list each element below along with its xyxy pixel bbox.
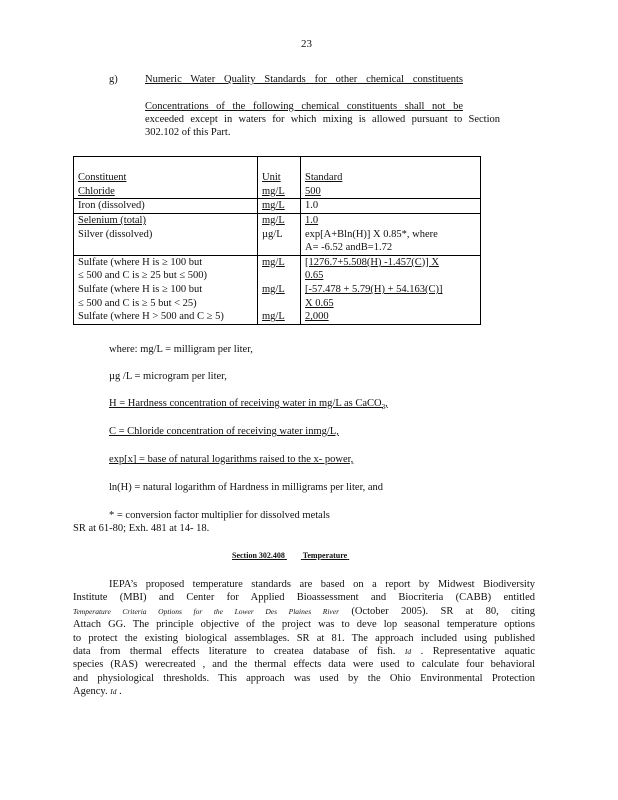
- definition-ugl: µg /L = microgram per liter,: [109, 371, 227, 382]
- table-cell: [74, 157, 258, 199]
- id-citation: Id: [404, 646, 412, 656]
- definition-hardness-end: ,: [385, 398, 388, 409]
- cell-standard: 1.0: [305, 200, 319, 212]
- cell-constituent: Sulfate (where H is ≥ 100 but: [78, 256, 203, 268]
- table-cell: [74, 255, 258, 324]
- paragraph-line: and physiological thresholds. This approach was used by the Ohio Environmental Protection: [73, 672, 535, 684]
- paragraph-line: [73, 646, 535, 659]
- paragraph-line: [73, 686, 535, 699]
- cell-constituent: Chloride: [78, 185, 115, 197]
- citation: SR at 61-80; Exh. 481 at 14- 18.: [73, 523, 210, 534]
- standards-table: [73, 156, 481, 325]
- cell-constituent: ≤ 500 and C is ≥ 5 but < 25): [78, 297, 197, 309]
- definition-hardness-sub: 3: [381, 403, 386, 412]
- paragraph-text: data from thermal effects literature to createa database of fish.: [73, 645, 396, 657]
- cell-standard: X 0.65: [305, 297, 334, 309]
- header-standard: Standard: [305, 172, 343, 183]
- cell-standard: 2,000: [305, 311, 329, 323]
- definition-exp: exp[x] = base of natural logarithms raised to the x- power,: [109, 454, 354, 465]
- cell-unit: mg/L: [262, 200, 285, 212]
- cell-standard: exp[A+Bln(H)] X 0.85*, where: [305, 228, 438, 240]
- intro-paragraph: [145, 101, 500, 140]
- table-cell: [301, 157, 481, 199]
- cell-unit: mg/L: [262, 256, 285, 268]
- paragraph-line: Institute (MBI) and Center for Applied Bioassessment and Biocriteria (CABB) entitled: [73, 592, 535, 604]
- table-cell: [258, 157, 301, 199]
- header-unit: Unit: [262, 172, 281, 183]
- definition-hardness-text: H = Hardness concentration of receiving water in mg/L as CaCO: [109, 398, 382, 409]
- cell-standard: A= -6.52 andB=1.72: [305, 242, 393, 254]
- paragraph-line: species (RAS) werecreated , and the thermal effects data were used to calculate four behavioral: [73, 659, 535, 671]
- paragraph-text: .: [119, 686, 122, 698]
- section-marker: g): [109, 74, 118, 85]
- table-row: [74, 213, 481, 255]
- table-cell: [301, 199, 481, 214]
- cell-constituent: Selenium (total): [78, 214, 146, 226]
- definition-star: * = conversion factor multiplier for dissolved metals: [109, 510, 330, 521]
- temperature-section-heading: [232, 551, 389, 561]
- cell-unit: mg/L: [262, 214, 285, 226]
- cell-constituent: Sulfate (where H > 500 and C ≥ 5): [78, 311, 224, 323]
- cell-constituent: ≤ 500 and C is ≥ 25 but ≤ 500): [78, 270, 207, 282]
- page-number: 23: [301, 38, 312, 50]
- table-cell: [258, 213, 301, 255]
- paragraph-line: to protect the existing biological assemblages. SR at 81. The approach included using published: [73, 632, 535, 644]
- cell-unit: mg/L: [262, 185, 285, 197]
- cell-unit: µg/L: [262, 228, 283, 240]
- cell-constituent: Silver (dissolved): [78, 228, 153, 240]
- definition-mgl: where: mg/L = milligram per liter,: [109, 344, 253, 355]
- table-cell: [74, 213, 258, 255]
- table-cell: [258, 199, 301, 214]
- paragraph-line: [73, 606, 535, 619]
- header-constituent: Constituent: [78, 172, 127, 183]
- definition-hardness: [109, 398, 388, 411]
- table-row: [74, 157, 481, 199]
- table-cell: [74, 199, 258, 214]
- cell-unit: mg/L: [262, 311, 285, 323]
- cell-standard: 0.65: [305, 270, 324, 282]
- table-cell: [301, 213, 481, 255]
- definition-ln: ln(H) = natural logarithm of Hardness in milligrams per liter, and: [109, 482, 384, 493]
- table-row: [74, 199, 481, 214]
- report-title: Temperature Criteria Options for the Lower Des Plaines River: [73, 606, 339, 616]
- id-citation: Id: [110, 687, 117, 697]
- cell-constituent: Sulfate (where H is ≥ 100 but: [78, 284, 203, 296]
- paragraph-text: . Representative aquatic: [420, 645, 536, 657]
- paragraph-text: (October 2005). SR at 80, citing: [351, 605, 535, 617]
- cell-standard: [-57.478 + 5.79(H) + 54.163(C)]: [305, 284, 443, 296]
- paragraph-text: Agency.: [73, 686, 108, 698]
- table-row: [74, 255, 481, 324]
- section-heading-g: Numeric Water Quality Standards for other chemical constituents: [145, 74, 463, 85]
- definition-chloride: C = Chloride concentration of receiving water inmg/L,: [109, 426, 339, 437]
- intro-line: exceeded except in waters for which mixing is allowed pursuant to Section: [145, 114, 500, 125]
- section-title: Temperature: [302, 551, 348, 560]
- intro-line: Concentrations of the following chemical constituents shall not be: [145, 101, 463, 112]
- cell-standard: 1.0: [305, 214, 319, 226]
- table-cell: [258, 255, 301, 324]
- paragraph-line: IEPA’s proposed temperature standards are based on a report by Midwest Biodiversity: [109, 579, 535, 590]
- temperature-paragraph: [73, 579, 535, 700]
- paragraph-line: Attach GG. The principle objective of the project was to deve lop seasonal temperature options: [73, 619, 535, 631]
- cell-constituent: Iron (dissolved): [78, 200, 145, 212]
- cell-standard: 500: [305, 185, 321, 197]
- cell-standard: [1276.7+5.508(H) -1.457(C)] X: [305, 256, 439, 268]
- table-cell: [301, 255, 481, 324]
- section-number: Section 302.408: [232, 551, 285, 560]
- intro-line: 302.102 of this Part.: [145, 127, 231, 138]
- cell-unit: mg/L: [262, 284, 285, 296]
